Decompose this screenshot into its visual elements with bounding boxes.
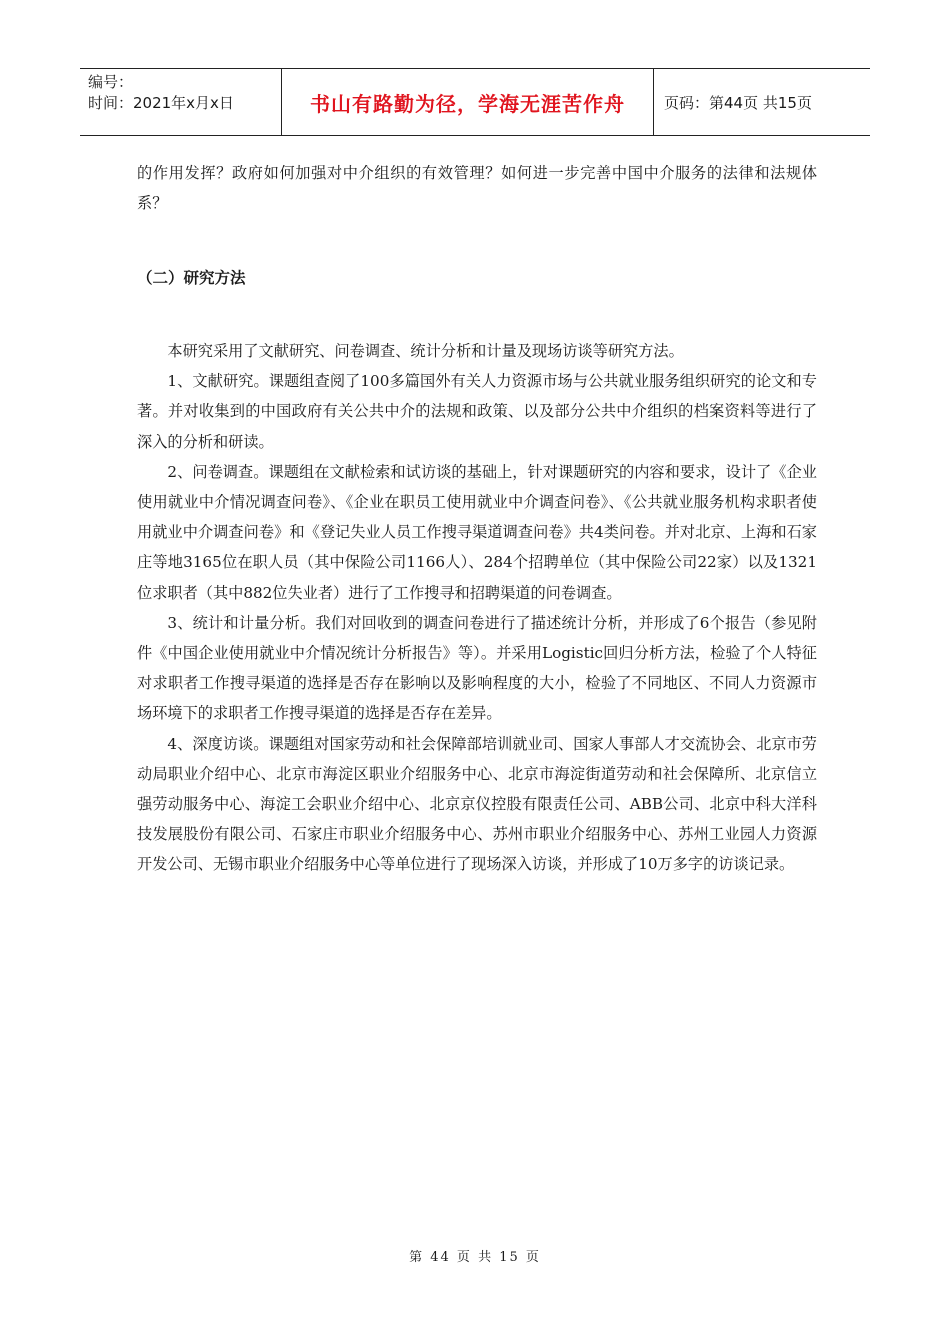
document-number-label: 编号： [88,73,134,91]
section-body [137,336,817,880]
header-page-cell [654,69,870,135]
continued-text [137,158,817,218]
page-header [80,68,870,136]
body-paragraph: 本研究采用了文献研究、问卷调查、统计分析和计量及现场访谈等研究方法。 [167,342,684,360]
header-motto: 书山有路勤为径，学海无涯苦作舟 [310,91,625,116]
body-paragraph: 4、深度访谈。课题组对国家劳动和社会保障部培训就业司、国家人事部人才交流协会、北京市劳动局职业介绍中心、北京市海淀区职业介绍服务中心、北京市海淀街道劳动和社会保障所、北京信立强劳动服务中心、海淀工会职业介绍中心、北京京仪控股有限责任公司、ABB公司、北京中科大洋科技发展股份有限公司、石家庄市职业介绍服务中心、苏州市职业介绍服务中心、苏州工业园人力资源开发公司、无锡市职业介绍服务中心等单位进行了现场深入访谈，并形成了10万多字的访谈记录。 [137,734,817,874]
header-meta-cell [80,69,282,135]
header-page-info: 页码：第44页 共15页 [664,93,812,112]
body-paragraph: 3、统计和计量分析。我们对回收到的调查问卷进行了描述统计分析，并形成了6个报告（参见附件《中国企业使用就业中介情况统计分析报告》等）。并采用Logistic回归分析方法，检验了个人特征对求职者工作搜寻渠道的选择是否存在影响以及影响程度的大小，检验了不同地区、不同人力资源市场环境下的求职者工作搜寻渠道的选择是否存在差异。 [137,613,817,723]
body-paragraph: 1、文献研究。课题组查阅了100多篇国外有关人力资源市场与公共就业服务组织研究的论文和专著。并对收集到的中国政府有关公共中介的法规和政策、以及部分公共中介组织的档案资料等进行了深入的分析和研读。 [137,372,817,451]
section-heading: （二）研究方法 [137,269,246,287]
continued-paragraph: 的作用发挥？政府如何加强对中介组织的有效管理？如何进一步完善中国中介服务的法律和法规体系？ [137,164,817,213]
page-footer: 第 44 页 共 15 页 [409,1250,541,1265]
document-date: 时间：2021年x月x日 [88,94,234,112]
header-motto-cell [282,69,654,135]
body-paragraph: 2、问卷调查。课题组在文献检索和试访谈的基础上，针对课题研究的内容和要求，设计了《企业使用就业中介情况调查问卷》、《企业在职员工使用就业中介调查问卷》、《公共就业服务机构求职者使用就业中介调查问卷》和《登记失业人员工作搜寻渠道调查问卷》共4类问卷。并对北京、上海和石家庄等地3165位在职人员（其中保险公司1166人）、284个招聘单位（其中保险公司22家）以及1321位求职者（其中882位失业者）进行了工作搜寻和招聘渠道的问卷调查。 [137,462,817,602]
